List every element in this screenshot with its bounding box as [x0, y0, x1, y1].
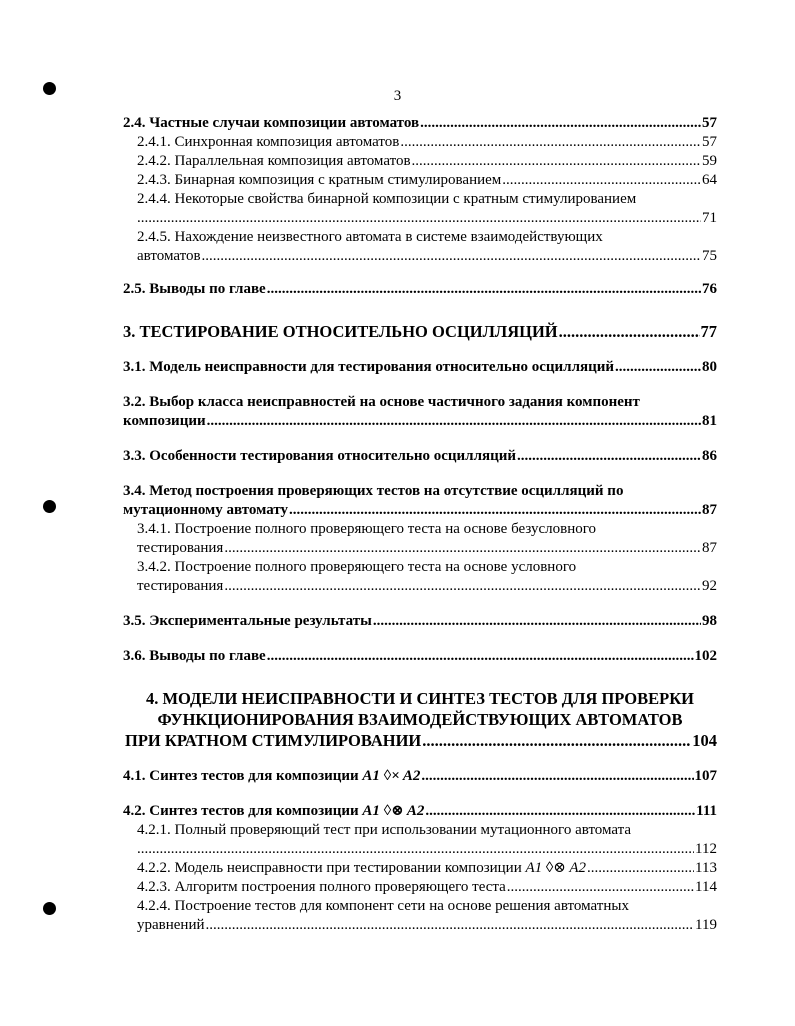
toc-entry-3-3[interactable]: 3.3. Особенности тестирования относительно осцилляций ..... 86: [123, 447, 717, 466]
toc-entry-4-1[interactable]: 4.1. Синтез тестов для композиции A1 ◊× A2 ..... 107: [123, 767, 717, 786]
toc-entry-3-2[interactable]: 3.2. Выбор класса неисправностей на основе частичного задания компонент композиции ..... 81: [123, 393, 717, 431]
toc-entry-chapter-3[interactable]: 3. ТЕСТИРОВАНИЕ ОТНОСИТЕЛЬНО ОСЦИЛЛЯЦИЙ ..... 77: [123, 321, 717, 342]
toc-entry-2-4-2[interactable]: 2.4.2. Параллельная композиция автоматов ..... 59: [123, 152, 717, 171]
toc-entry-4-2-4[interactable]: 4.2.4. Построение тестов для компонент сети на основе решения автоматных уравнений ..... 119: [123, 897, 717, 935]
table-of-contents: [123, 114, 717, 935]
toc-entry-4-2-2[interactable]: 4.2.2. Модель неисправности при тестировании композиции A1 ◊⊗ A2 ..... 113: [123, 859, 717, 878]
toc-entry-4-2-3[interactable]: 4.2.3. Алгоритм построения полного проверяющего теста ..... 114: [123, 878, 717, 897]
toc-entry-2-4-4[interactable]: 2.4.4. Некоторые свойства бинарной композиции с кратным стимулированием ..... 71: [123, 190, 717, 228]
toc-entry-3-1[interactable]: 3.1. Модель неисправности для тестирования относительно осцилляций ..... 80: [123, 358, 717, 377]
toc-entry-3-5[interactable]: 3.5. Экспериментальные результаты ..... 98: [123, 612, 717, 631]
page-number: 3: [393, 88, 402, 104]
toc-entry-3-4-1[interactable]: 3.4.1. Построение полного проверяющего теста на основе безусловного тестирования ..... 87: [123, 520, 717, 558]
toc-entry-2-5[interactable]: 2.5. Выводы по главе ..... 76: [123, 280, 717, 299]
toc-entry-2-4-5[interactable]: 2.4.5. Нахождение неизвестного автомата в системе взаимодействующих автоматов ..... 75: [123, 228, 717, 266]
toc-entry-2-4-3[interactable]: 2.4.3. Бинарная композиция с кратным стимулированием ..... 64: [123, 171, 717, 190]
toc-entry-2-4-1[interactable]: 2.4.1. Синхронная композиция автоматов ..... 57: [123, 133, 717, 152]
toc-entry-3-4-2[interactable]: 3.4.2. Построение полного проверяющего теста на основе условного тестирования ..... 92: [123, 558, 717, 596]
toc-entry-2-4[interactable]: 2.4. Частные случаи композиции автоматов ..... 57: [123, 114, 717, 133]
toc-entry-4-2-1[interactable]: 4.2.1. Полный проверяющий тест при использовании мутационного автомата ..... 112: [123, 821, 717, 859]
toc-entry-3-6[interactable]: 3.6. Выводы по главе ..... 102: [123, 647, 717, 666]
binder-hole-bottom: [43, 902, 56, 915]
binder-hole-middle: [43, 500, 56, 513]
toc-entry-4-2[interactable]: 4.2. Синтез тестов для композиции A1 ◊⊗ A2 ..... 111: [123, 802, 717, 821]
toc-entry-3-4[interactable]: 3.4. Метод построения проверяющих тестов на отсутствие осцилляций по мутационному автомату ..... 87: [123, 482, 717, 520]
toc-entry-chapter-4[interactable]: 4. МОДЕЛИ НЕИСПРАВНОСТИ И СИНТЕЗ ТЕСТОВ ДЛЯ ПРОВЕРКИ ФУНКЦИОНИРОВАНИЯ ВЗАИМОДЕЙСТВУЮЩИХ АВТОМАТОВ ПРИ КРАТНОМ СТИМУЛИРОВАНИИ ..... 104: [123, 688, 717, 751]
